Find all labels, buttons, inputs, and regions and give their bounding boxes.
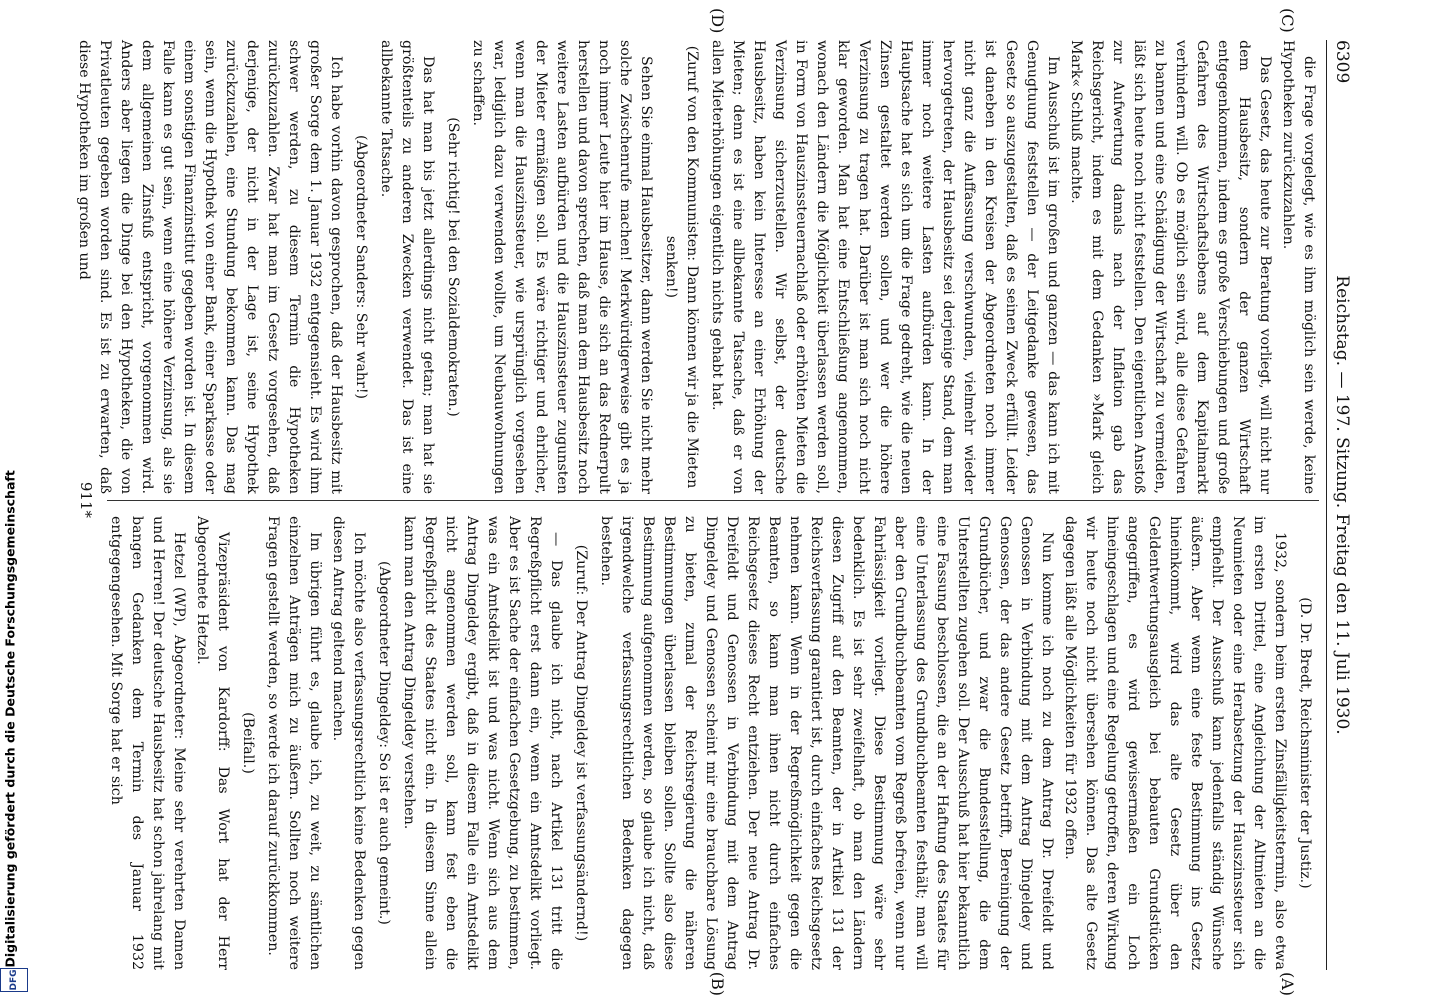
digitization-credit	[0, 0, 28, 1000]
right-column-paragraph: — Das glaube ich nicht, nach Artikel 131 tritt die Regreßpflicht erst dann ein, wenn ein Amtsdelikt vorliegt. Aber es ist Sache der einfachen Gesetzgebung, zu bestimmen, was ein Amtsdelikt ist und was nicht. Wenn sich aus dem Antrag Dingeldey ergibt, daß in diesem Falle ein Amtsdelikt nicht angenommen werden soll, kann fest eben die Regreßpflicht des Staates nicht ein. In diesem Sinne allein kann man den Antrag Dingeldey verstehen.	[401, 516, 564, 970]
left-column-paragraph: (Zuruf von den Kommunisten: Dann können wir ja die Mieten senken!)	[663, 45, 700, 489]
left-column-paragraph: Sehen Sie einmal Hausbesitzer, dann werden Sie nicht mehr solche Zwischenrufe machen! Merkwürdigerweise gibt es ja noch immer Leute hier im Hause, die sich an das Rednerpult herstellen und davon sprechen, daß man dem Hausbesitz noch weitere Lasten aufbürden und die Hauszinssteuer zugunsten der Mieter ermäßigen soll. Es wäre richtiger und ehrlicher, wenn man die Hauszinssteuer, wie ursprünglich vorgesehen war, lediglich dazu verwenden wollte, um Neubauwohnungen zu schaffen.	[470, 40, 654, 494]
left-column	[76, 40, 1319, 494]
rotated-sheet	[67, 0, 1367, 1000]
right-column-paragraph: (Abgeordneter Dingeldey: So ist er auch gemeint.)	[376, 561, 392, 925]
left-column-paragraph: Das hat man bis jetzt allerdings nicht getan; man hat sie größtenteils zu anderen Zwecken verwendet. Das ist eine allbekannte Tatsache.	[378, 40, 436, 494]
margin-mark-d: (D)	[708, 8, 727, 34]
left-column-paragraph: (Abgeordneter Sanders: Sehr wahr!)	[353, 134, 369, 400]
left-column-paragraph: (Sehr richtig! bei den Sozialdemokraten.)	[445, 117, 461, 417]
left-column-paragraph: die Frage vorgelegt, wie es ihm möglich sein werde, keine Hypotheken zurückzuzahlen.	[1280, 40, 1317, 494]
margin-mark-c: (C)	[1278, 8, 1297, 33]
page-header	[1326, 40, 1357, 970]
right-column-paragraph: Ich möchte also verfassungsrechtlich keine Bedenken gegen diesen Antrag geltend machen.	[330, 516, 367, 970]
header-title: Reichstag. — 197. Sitzung. Freitag den 11. Juli 1930.	[1332, 275, 1352, 735]
right-column-paragraph: (Zuruf: Der Antrag Dingeldey ist verfassungsändernd!)	[573, 544, 589, 942]
right-column-paragraph: 1932, sondern beim ersten Zinsfälligkeitstermin, also etwa im ersten Drittel, eine Angleichung der Altmieten an die Neumieten oder eine Herabsetzung der Hauszinssteuer sich empfiehlt. Der Ausschuß kann jedenfalls ständig Wünsche äußern. Aber wenn eine feste Bestimmung ins Gesetz hineinkommt, wird das alte Gesetz über den Geldentwertungsausgleich bei bebauten Grundstücken angegriffen, es wird gewissermaßen ein Loch hineingeschlagen und eine Regelung getroffen, deren Wirkung wir heute noch nicht übersehen können. Das alte Gesetz dagegen läßt alle Möglichkeiten für 1932 offen.	[1062, 516, 1288, 970]
right-column-paragraph: Vizepräsident von Kardorff: Das Wort hat der Herr Abgeordnete Hetzel.	[194, 516, 231, 970]
right-column-paragraph: (Beifall.)	[240, 712, 256, 774]
left-column-paragraph: Im Ausschuß ist im großen und ganzen — das kann ich mit Genugtuung feststellen — der Leitgedanke gewesen, das Gesetz so auszugestalten, daß es seinen Zweck erfüllt. Leider ist daneben in den Kreisen der Abgeordneten noch immer nicht ganz die Auffassung verschwunden, vielmehr wieder hervorgetreten, der Hausbesitz sei derjenige Stand, dem man immer noch weitere Lasten aufbürden kann. In der Hauptsache hat es sich um die Frage gedreht, wie die neuen Zinsen gestaltet werden sollen, und wer die höhere Verzinsung zu tragen hat. Darüber ist man sich noch nicht klar geworden. Man hat eine Entschließung angenommen, wonach den Ländern die Möglichkeit überlassen werden soll, in Form von Hauszinssteuernachlaß oder erhöhten Mieten die Verzinsung sicherzustellen. Wir selbst, der deutsche Hausbesitz, haben kein Interesse an einer Erhöhung der Mieten; denn es ist eine allbekannte Tatsache, daß er von allen Mieterhöhungen eigentlich nichts gehabt hat.	[709, 40, 1061, 494]
right-column-paragraph: Im übrigen führt es, glaube ich, zu weit, zu sämtlichen einzelnen Anträgen mich zu äußern. Sollten noch weitere Fragen gestellt werden, so werde ich darauf zurückkommen.	[265, 516, 323, 970]
right-column	[107, 516, 1319, 970]
right-column-paragraph: Nun komme ich noch zu dem Antrag Dr. Dreifeldt und Genossen in Verbindung mit dem Antrag Dingeldey und Genossen, der das andere Gesetz betrifft, Bereinigung der Grundbücher, und zwar die Bundesstellung, die dem Unterstellten zugehen soll. Der Ausschuß hat hier bekanntlich eine Fassung beschlossen, die an der Haftung des Staates für eine Unterlassung des Grundbuchbeamten festhält; man will aber den Grundbuchbeamten vom Regreß befreien, wenn nur Fahrlässigkeit vorliegt. Diese Bestimmung wäre sehr bedenklich. Es ist sehr zweifelhaft, ob man den Ländern diesen Zugriff auf den Beamten, der in Artikel 131 der Reichsverfassung garantiert ist, durch einfaches Reichsgesetz nehmen kann. Wenn in der Regreßmöglichkeit gegen die Beamten, so kann man ihnen nicht durch einfaches Reichsgesetz dieses Recht entziehen. Der neue Antrag Dr. Dreifeldt und Genossen in Verbindung mit dem Antrag Dingeldey und Genossen scheint mir eine brauchbare Lösung zu bieten, zumal der Reichsregierung die näheren Bestimmungen überlassen bleiben sollen. Sollte also diese Bestimmung aufgenommen werden, so glaube ich nicht, daß irgendwelche verfassungsrechtlichen Bedenken dagegen bestehen.	[598, 516, 1055, 970]
left-column-paragraph: Das Gesetz, das heute zur Beratung vorliegt, will nicht nur dem Hausbesitz, sondern der ganzen Wirtschaft entgegenkommen, indem es große Verschiebungen und große Gefahren des Wirtschaftslebens auf dem Kapitalmarkt verhindern will. Ob es möglich sein wird, alle diese Gefahren zu bannen und eine Schädigung der Wirtschaft zu vermeiden, läßt sich heute noch nicht feststellen. Den eigentlichen Anstoß zur Aufwertung damals nach der Inflation gab das Reichsgericht, indem es mit dem Gedanken »Mark gleich Mark« Schluß machte.	[1068, 40, 1273, 494]
right-column-paragraph: Hetzel (WP), Abgeordneter: Meine sehr verehrten Damen und Herren! Der deutsche Hausbesitz hat schon jahrelang mit bangen Gedanken dem Termin des Januar 1932 entgegengesehen. Mit Sorge hat er sich	[108, 516, 187, 970]
margin-mark-a: (A)	[1278, 971, 1297, 996]
right-column-paragraph: (D. Dr. Bredt, Reichsminister der Justiz.)	[1297, 597, 1313, 889]
header-page-number: 6309	[1332, 40, 1352, 84]
left-column-paragraph: Ich habe vorhin davon gesprochen, daß der Hausbesitz mit großer Sorge dem 1. Januar 1932 entgegensieht. Es wird ihm schwer werden, zu diesem Termin die Hypotheken zurückzuzahlen. Zwar hat man im Gesetz vorgesehen, daß derjenige, der nicht in der Lage ist, seine Hypothek zurückzuzahlen, eine Stundung bekommen kann. Das mag sein, wenn die Hypothek von einer Bank, einer Sparkasse oder einem sonstigen Finanzinstitut gegeben worden ist. In diesem Falle kann es gut sein, wenn eine höhere Verzinsung, als sie dem allgemeinen Zinsfuß entspricht, vorgenommen wird. Anders aber liegen die Dinge bei den Hypotheken, die von Privatleuten gegeben worden sind. Es ist zu erwarten, daß diese Hypotheken im großen und	[76, 40, 344, 494]
page-footer: 911*	[77, 481, 95, 519]
dfg-logo: DFG	[0, 968, 28, 992]
credit-text: Digitalisierung gefördert durch die Deutsche Forschungsgemeinschaft	[2, 470, 18, 968]
margin-mark-b: (B)	[708, 971, 727, 996]
